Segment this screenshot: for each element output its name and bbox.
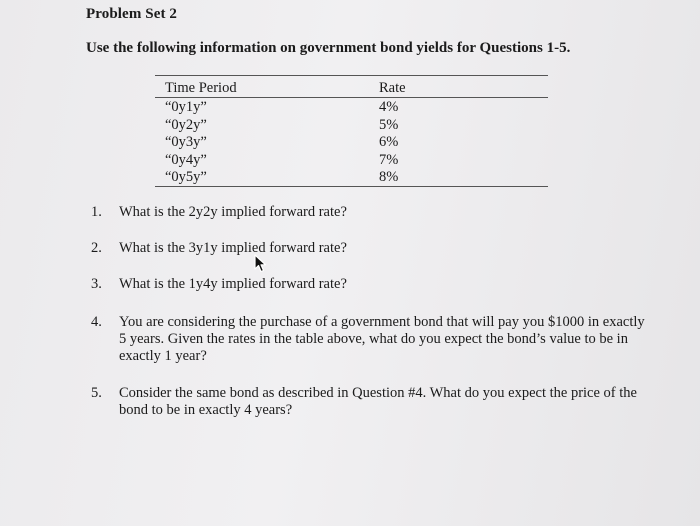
- rate-cell: 7%: [379, 151, 399, 168]
- table-header-rule: [155, 97, 548, 98]
- question-number: 1.: [91, 204, 102, 220]
- time-period-cell: “0y4y”: [165, 151, 207, 168]
- question-item: [86, 204, 646, 221]
- table-row: [155, 134, 548, 151]
- header-time-period: Time Period: [165, 80, 237, 96]
- mouse-pointer-icon: [253, 254, 267, 279]
- rate-cell: 4%: [379, 99, 399, 116]
- question-text: What is the 3y1y implied forward rate?: [119, 240, 347, 256]
- table-row: [155, 152, 548, 169]
- table-row: [155, 117, 548, 134]
- time-period-cell: “0y5y”: [165, 168, 207, 185]
- header-rate: Rate: [379, 80, 406, 96]
- question-item: [86, 240, 646, 257]
- table-row: [155, 99, 548, 116]
- question-item: [86, 314, 646, 365]
- question-number: 3.: [91, 276, 102, 292]
- time-period-cell: “0y1y”: [165, 99, 207, 116]
- time-period-cell: “0y2y”: [165, 116, 207, 133]
- rate-cell: 8%: [379, 168, 399, 185]
- rate-cell: 5%: [379, 116, 399, 133]
- table-header-row: [155, 80, 548, 97]
- question-number: 2.: [91, 240, 102, 256]
- table-row: [155, 169, 548, 186]
- page-title: Problem Set 2: [86, 6, 178, 22]
- question-number: 4.: [91, 314, 102, 330]
- intro-text: Use the following information on government bond yields for Questions 1-5.: [86, 40, 571, 56]
- question-number: 5.: [91, 385, 102, 401]
- table-top-rule: [155, 75, 548, 76]
- bond-yield-table: [155, 75, 548, 187]
- rate-cell: 6%: [379, 134, 399, 151]
- question-text: What is the 2y2y implied forward rate?: [119, 204, 347, 220]
- table-bottom-rule: [155, 186, 548, 187]
- question-item: [86, 385, 646, 419]
- question-item: [86, 276, 646, 293]
- question-text: Consider the same bond as described in Question #4. What do you expect the price of the bond to be in exactly 4 years?: [119, 385, 637, 418]
- question-text: You are considering the purchase of a government bond that will pay you $1000 in exactly 5 years. Given the rates in the table above, what do you expect the bond’s value to be in exactly 1 year?: [119, 314, 645, 364]
- question-text: What is the 1y4y implied forward rate?: [119, 276, 347, 292]
- time-period-cell: “0y3y”: [165, 134, 207, 151]
